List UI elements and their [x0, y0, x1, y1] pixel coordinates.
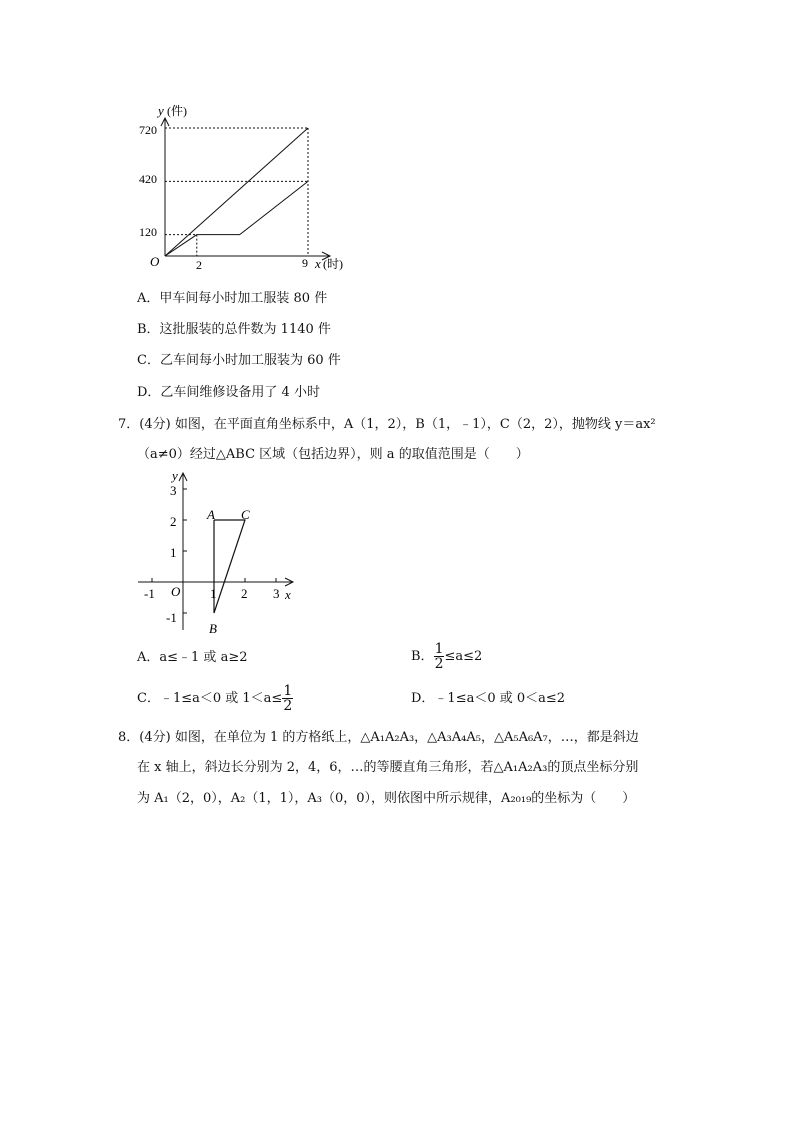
y-tick-2: 2 — [170, 514, 177, 529]
x-tick-3: 3 — [273, 586, 280, 601]
y-axis-label: y — [172, 468, 178, 483]
q7-option-c-prefix: C．﹣1≤a＜0 或 1＜a≤ — [137, 691, 283, 706]
y-axis-unit: (件) — [167, 104, 187, 118]
x-tick--1: -1 — [144, 586, 155, 601]
q7-option-b-fraction — [434, 642, 445, 671]
q8-line1 — [118, 729, 639, 747]
q8-number: 8． — [118, 730, 140, 745]
x-axis-unit: (时) — [323, 257, 343, 271]
q7-option-b-suffix: ≤a≤2 — [444, 649, 483, 664]
q7-option-c-fraction — [282, 684, 293, 713]
q8-score: (4分) — [139, 730, 171, 745]
q7-option-b-prefix: B． — [411, 649, 434, 664]
y-tick-720: 720 — [139, 123, 157, 137]
y-tick-120: 120 — [139, 225, 157, 239]
x-axis-label: x — [315, 256, 321, 271]
origin-label: O — [171, 584, 181, 599]
x-tick-2: 2 — [241, 586, 248, 601]
production-line-chart — [130, 98, 370, 278]
y-axis-label: y — [158, 103, 164, 118]
fraction-denominator: 2 — [283, 698, 293, 714]
q8-text-line1: 如图，在单位为 1 的方格纸上，△A₁A₂A₃，△A₃A₄A₅，△A₅A₆A₇，…，都是斜边 — [174, 730, 639, 745]
q6-option-d: D．乙车间维修设备用了 4 小时 — [137, 385, 320, 400]
fraction-denominator: 2 — [434, 656, 444, 672]
point-b-label: B — [209, 621, 217, 636]
q6-option-c: C．乙车间每小时加工服装为 60 件 — [137, 353, 341, 368]
q7-line2: （a≠0）经过△ABC 区域（包括边界），则 a 的取值范围是（ ） — [137, 447, 529, 462]
q7-line1 — [118, 416, 656, 434]
fraction-numerator: 1 — [283, 683, 293, 699]
x-tick-9: 9 — [302, 256, 308, 270]
y-tick-3: 3 — [170, 483, 177, 498]
q7-score: (4分) — [139, 417, 171, 432]
q6-option-a: A．甲车间每小时加工服装 80 件 — [137, 291, 328, 306]
q7-text-line1: 如图，在平面直角坐标系中，A（1，2），B（1，﹣1），C（2，2），抛物线 y＝ax² — [174, 417, 656, 432]
q7-option-b — [411, 642, 482, 671]
q7-option-c — [137, 684, 293, 713]
series-line-jia — [165, 128, 308, 256]
x-axis-label: x — [285, 587, 291, 602]
y-tick-420: 420 — [139, 172, 157, 186]
origin-label: O — [150, 254, 160, 269]
q6-option-b: B．这批服装的总件数为 1140 件 — [137, 322, 331, 337]
q7-option-d: D．﹣1≤a＜0 或 0＜a≤2 — [411, 691, 566, 706]
y-tick--1: -1 — [166, 610, 177, 625]
y-tick-1: 1 — [170, 545, 177, 560]
series-lines — [165, 128, 308, 256]
x-tick-2: 2 — [196, 258, 202, 272]
x-tick-1: 1 — [210, 586, 217, 601]
q7-option-a: A．a≤﹣1 或 a≥2 — [137, 650, 248, 665]
q7-number: 7． — [118, 417, 140, 432]
fraction-numerator: 1 — [434, 641, 444, 657]
q8-line2: 在 x 轴上，斜边长分别为 2，4，6，…的等腰直角三角形，若△A₁A₂A₃的顶点坐标分别 — [137, 760, 639, 775]
point-c-label: C — [241, 507, 250, 522]
triangle-coordinate-plane — [130, 465, 310, 640]
q8-line3: 为 A₁（2，0），A₂（1，1），A₃（0，0），则依图中所示规律，A₂₀₁₉的坐标为（ ） — [137, 791, 636, 806]
point-a-label: A — [207, 507, 215, 522]
